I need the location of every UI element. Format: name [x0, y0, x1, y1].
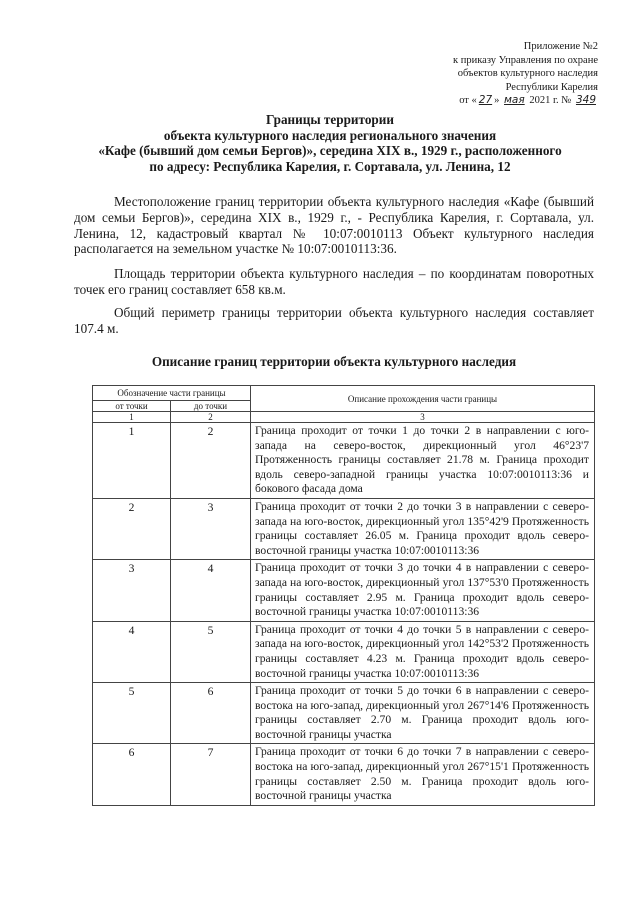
- title-line-2: объекта культурного наследия регионального значения: [163, 127, 497, 143]
- table-row: [93, 744, 595, 805]
- boundary-description: Граница проходит от точки 3 до точки 4 в направлении с северо-запада на юго-восток, дирекционный угол 137°53'0 Протяженность границы составляет 2.95 м. Граница проходит вдоль северо-восточной границы участка 10:07:0010113:36: [251, 560, 595, 621]
- column-index: 3: [251, 412, 595, 423]
- from-point: 6: [93, 744, 171, 805]
- appendix-line-2: к приказу Управления по охране: [453, 54, 598, 66]
- from-point: 4: [93, 621, 171, 682]
- appendix-header: [298, 40, 598, 108]
- to-point: 3: [171, 498, 251, 559]
- to-point-header: до точки: [171, 401, 251, 412]
- table-row: [93, 498, 595, 559]
- location-paragraph: Местоположение границ территории объекта культурного наследия «Кафе (бывший дом семьи Бергов)», середина XIX в., 1929 г., - Республика Карелия, г. Сортавала, ул. Ленина, 12, кадастровый квартал № 10:07:0010113 Объект культурного наследия располагается на земельном участке № 10:07:0010113:36.: [74, 194, 594, 257]
- boundary-table: [92, 385, 595, 806]
- column-index-row: [93, 412, 595, 423]
- appendix-line-4: Республики Карелия: [505, 81, 598, 93]
- appendix-line-3: объектов культурного наследия: [457, 68, 598, 79]
- boundary-description: Граница проходит от точки 5 до точки 6 в направлении с северо-востока на юго-запад, дирекционный угол 267°14'6 Протяженность границы составляет 2.70 м. Граница проходит вдоль юго-восточной границы участка: [251, 683, 595, 744]
- order-day: 27: [478, 94, 493, 106]
- column-index: 2: [171, 412, 251, 423]
- column-index: 1: [93, 412, 171, 423]
- title-line-4: по адресу: Республика Карелия, г. Сортавала, ул. Ленина, 12: [149, 158, 511, 174]
- order-date-line: [298, 94, 598, 108]
- table-row: [93, 423, 595, 499]
- table-row: [93, 621, 595, 682]
- to-point: 5: [171, 621, 251, 682]
- table-row: [93, 560, 595, 621]
- boundary-description: Граница проходит от точки 6 до точки 7 в направлении с северо-востока на юго-запад, дирекционный угол 267°15'1 Протяженность границы составляет 2.50 м. Граница проходит вдоль юго-восточной границы участка: [251, 744, 595, 805]
- boundary-description: Граница проходит от точки 1 до точки 2 в направлении с юго-запада на северо-восток, дирекционный угол 46°23'7 Протяженность границы составляет 21.78 м. Граница проходит вдоль северо-западной границы участка 10:07:0010113:36 и бокового фасада дома: [251, 423, 595, 499]
- order-year: 2021 г. №: [529, 95, 572, 106]
- from-point: 2: [93, 498, 171, 559]
- group-header: Обозначение части границы: [93, 386, 251, 401]
- from-point: 5: [93, 683, 171, 744]
- appendix-line-1: Приложение №2: [523, 41, 598, 52]
- to-point: 4: [171, 560, 251, 621]
- order-number: 349: [575, 94, 596, 106]
- section-title: Описание границ территории объекта культурного наследия: [151, 354, 517, 369]
- boundary-description: Граница проходит от точки 4 до точки 5 в направлении с северо-запада на юго-восток, дирекционный угол 142°53'2 Протяженность границы составляет 4.23 м. Граница проходит вдоль северо-восточной границы участка 10:07:0010113:36: [251, 621, 595, 682]
- title-line-3: «Кафе (бывший дом семьи Бергов)», середина XIX в., 1929 г., расположенного: [98, 143, 562, 158]
- from-point: 1: [93, 423, 171, 499]
- to-point: 6: [171, 683, 251, 744]
- date-prefix: от «: [459, 95, 477, 106]
- area-paragraph: Площадь территории объекта культурного наследия – по координатам поворотных точек его границ составляет 658 кв.м.: [74, 266, 594, 297]
- perimeter-paragraph: Общий периметр границы территории объекта культурного наследия составляет 107.4 м.: [74, 305, 594, 336]
- description-header: Описание прохождения части границы: [251, 386, 595, 412]
- from-point: 3: [93, 560, 171, 621]
- table-row: [93, 683, 595, 744]
- to-point: 7: [171, 744, 251, 805]
- from-point-header: от точки: [93, 401, 171, 412]
- order-month: мая: [504, 94, 525, 106]
- date-mid: »: [494, 95, 500, 106]
- title-line-1: Границы территории: [266, 112, 394, 127]
- boundary-description: Граница проходит от точки 2 до точки 3 в направлении с северо-запада на юго-восток, дирекционный угол 135°42'9 Протяженность границы составляет 26.05 м. Граница проходит вдоль северо-восточной границы участка 10:07:0010113:36: [251, 498, 595, 559]
- document-title: [60, 112, 600, 174]
- to-point: 2: [171, 423, 251, 499]
